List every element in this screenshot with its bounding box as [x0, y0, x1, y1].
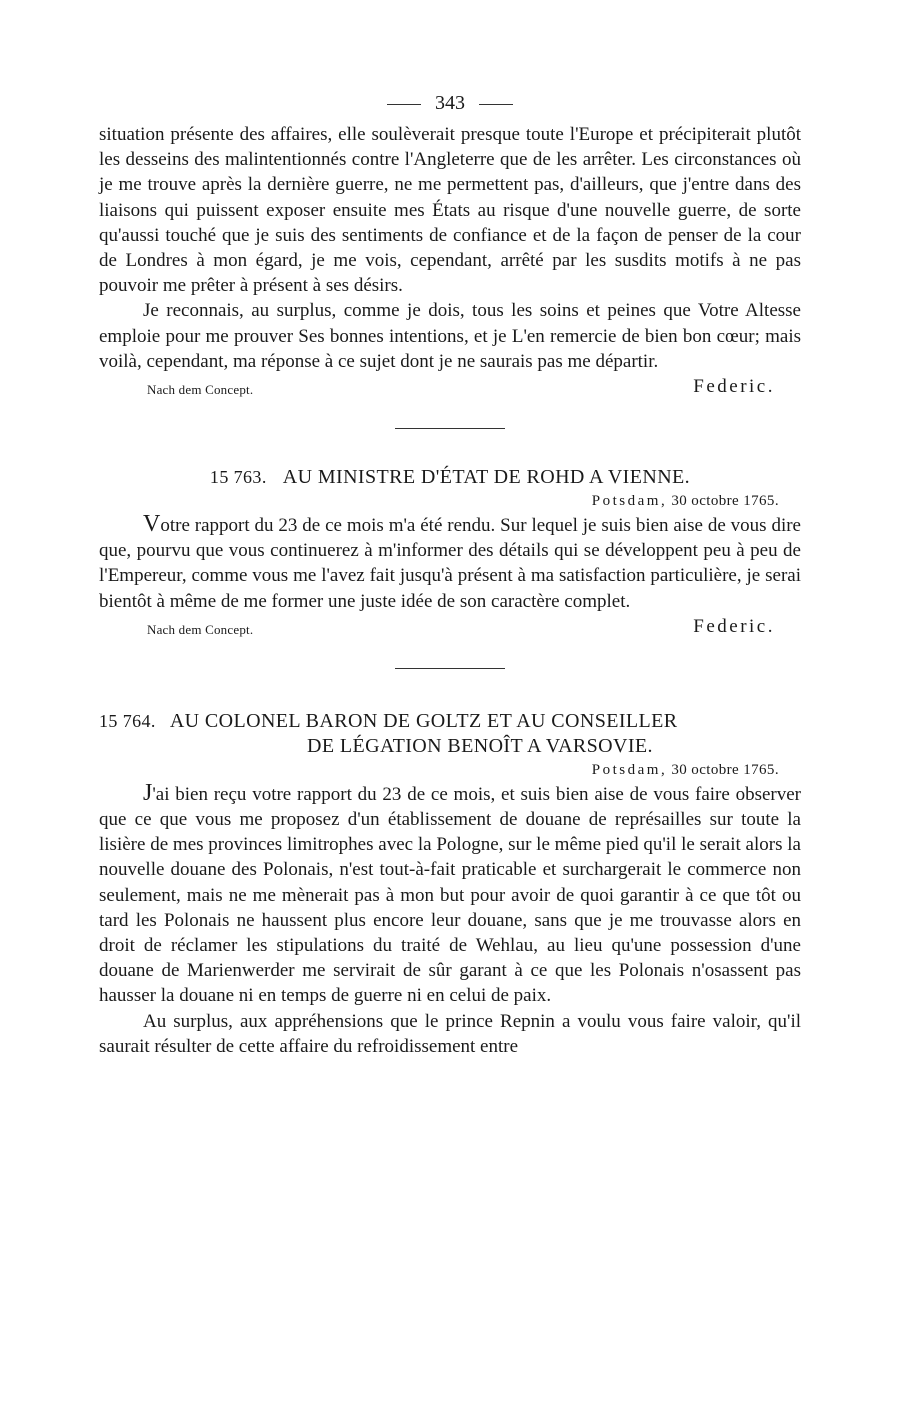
intro-paragraph-2: Je reconnais, au surplus, comme je dois, tous les soins et peines que Votre Altesse emploie pour me prouver Ses bonnes intentions, et je L'en remercie de bien bon cœur; mais voilà, cependant, ma réponse à ce sujet dont je ne saurais pas me départir. [99, 300, 801, 372]
letter-15764-dateline [99, 759, 779, 781]
letter-15763-date: 30 octobre 1765. [671, 493, 779, 510]
letter-15763-concept-note: Nach dem Concept. [147, 621, 254, 637]
letter-15764-body [99, 781, 801, 1009]
letter-15763-signature: Federic. [693, 615, 775, 637]
letter-15763-dateline [99, 490, 779, 512]
letter-15764-title-line2: DE LÉGATION BENOÎT A VARSOVIE. [307, 734, 653, 757]
letter-15764-heading [99, 709, 801, 759]
letter-15764-title-line1: AU COLONEL BARON DE GOLTZ ET AU CONSEILLER [169, 709, 678, 732]
letter-15764-body-2: Au surplus, aux appréhensions que le prince Repnin a voulu vous faire valoir, qu'il saurait résulter de cette affaire du refroidissement entre [99, 1010, 801, 1057]
letter-15764-number: 15 764. [99, 710, 156, 731]
letter-15763-text: otre rapport du 23 de ce mois m'a été rendu. Sur lequel je suis bien aise de vous dire que, pourvu que vous continuerez à m'informer des détails qui se développent peu à peu de l'Empereur, comme vous me l'avez fait jusqu'à présent à ma satisfaction particulière, je serai bientôt à même de me former une juste idée de son caractère complet. [99, 515, 801, 612]
letter-15763-initial: V [143, 511, 161, 538]
letter-15764-initial: J [143, 779, 153, 806]
intro-signature-row [99, 376, 801, 406]
letter-15763-place: Potsdam, [591, 493, 668, 510]
letter-15763-heading [99, 465, 801, 490]
document-page [99, 84, 801, 1059]
intro-signature: Federic. [693, 376, 775, 398]
letter-15763-title: AU MINISTRE D'ÉTAT DE ROHD A VIENNE. [282, 466, 691, 489]
page-number-text: 343 [435, 92, 465, 114]
letter-15763-body [99, 512, 801, 614]
intro-paragraph-1: situation présente des affaires, elle soulèverait presque toute l'Europe et précipiterait plutôt les desseins des malintentionnés contre l'Angleterre que de les arrêter. Les circonstances où je me trouve après la dernière guerre, ne me permettent pas, d'ailleurs, que j'entre dans des liaisons qui puissent exposer ensuite mes États au risque d'une nouvelle guerre, de sorte qu'aussi touché que je suis des sentiments de confiance et de la façon de penser de la cour de Londres à mon égard, je me vois, cependant, arrêté par les susdits motifs à ne pas pouvoir me prêter à présent à ses désirs. [99, 124, 801, 297]
page-number-dash-right [479, 104, 513, 105]
letter-15764-text: 'ai bien reçu votre rapport du 23 de ce mois, et suis bien aise de vous faire observer que ce que vous me proposez d'un établissement de douane de représailles sur toute la lisière de mes provinces limitrophes avec la Pologne, sur le même pied qu'il le serait alors la nouvelle douane des Polonais, n'est tout-à-fait praticable et surchargerait le commerce non seulement, mais ne me mènerait pas à mon but pour avoir de quoi garantir à ce que tôt ou tard les Polonais ne haussent plus encore leur douane, sans que je me trouvasse alors en droit de réclamer les stipulations du traité de Wehlau, au lieu qu'une possession d'une douane de Marienwerder me servirait de sûr garant à ce que les Polonais n'osassent pas hausser la douane ni en temps de guerre ni en celui de paix. [99, 783, 801, 1007]
letter-15763-number: 15 763. [209, 467, 267, 488]
letter-15763-signature-row [99, 616, 801, 646]
letter-15764-place: Potsdam, [591, 761, 668, 778]
letter-15764-date: 30 octobre 1765. [671, 761, 779, 778]
page-number-dash-left [387, 104, 421, 105]
page-number [99, 84, 801, 122]
intro-concept-note: Nach dem Concept. [147, 382, 254, 398]
